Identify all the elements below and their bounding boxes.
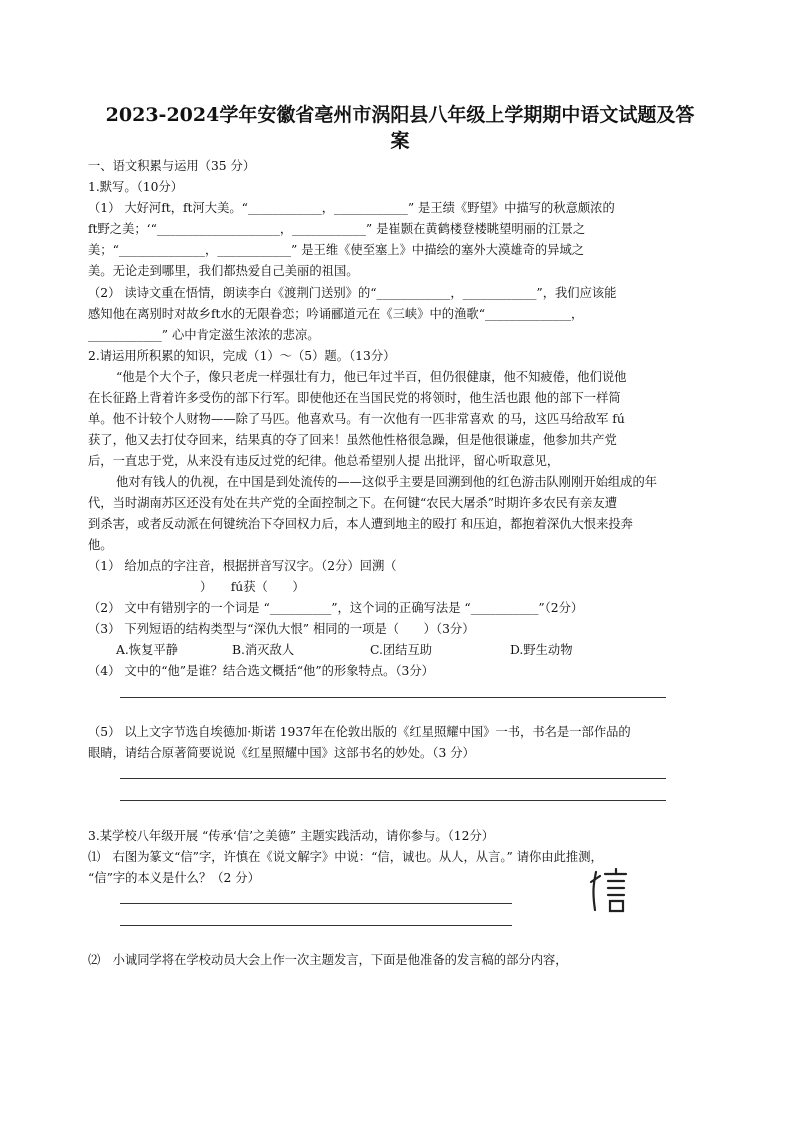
- passage-line: 他。: [88, 538, 113, 552]
- passage-line: 他对有钱人的仇视，在中国是到处流传的——这似乎主要是回溯到他的红色游击队刚刚开始组成的年: [116, 475, 658, 489]
- q3-subquestion-1: ⑴ 右图为篆文“信”字，许慎在《说文解字》中说：“信，诚也。从人，从言。” 请你由此推测，: [88, 850, 603, 864]
- subquestion-2: （2） 文中有错别字的一个词是 “__________”，这个词的正确写法是 “___________”（2分）: [88, 601, 584, 615]
- passage-line: 获了，他又去打仗夺回来，结果真的夺了回来！虽然他性格很急躁，但是他很谦虚，他参加共产党: [88, 433, 617, 447]
- text-line: 感知他在离别时对故乡ft水的无限眷恋；吟诵郦道元在《三峡》中的渔歌“______________，: [88, 307, 584, 321]
- answer-line: [120, 800, 666, 801]
- subquestion-1-cont: ） fú获（ ）: [200, 580, 305, 594]
- option-c: C.团结互助: [370, 643, 433, 657]
- answer-line: [120, 925, 512, 926]
- question-2-heading: 2.请运用所积累的知识，完成（1）～（5）题。（13分）: [88, 349, 396, 363]
- text-line: ____________” 心中肯定滋生浓浓的悲凉。: [88, 328, 320, 342]
- seal-script-xin-image: [588, 868, 632, 914]
- answer-line: [120, 697, 666, 698]
- section-heading: 一、语文积累与运用（35 分）: [88, 159, 256, 173]
- option-b: B.消灭敌人: [232, 643, 295, 657]
- passage-line: 代，当时湖南苏区还没有处在共产党的全面控制之下。在何键“农民大屠杀”时期许多农民有亲友遭: [88, 496, 618, 510]
- question-1-heading: 1.默写。（10分）: [88, 180, 184, 194]
- option-d: D.野生动物: [510, 643, 573, 657]
- subquestion-5-cont: 眼睛，请结合原著简要说说《红星照耀中国》这部书名的妙处。（3 分）: [88, 746, 475, 760]
- text-line: 美。无论走到哪里，我们都热爱自己美丽的祖国。: [88, 264, 359, 278]
- subquestion-4: （4） 文中的“他”是谁？结合选文概括“他”的形象特点。（3分）: [88, 664, 434, 678]
- text-line: ft野之美；‘“____________________，____________” 是崔颢在黄鹤楼登楼眺望明丽的江景之: [88, 222, 586, 236]
- page-title-cont: 案: [390, 130, 410, 152]
- passage-line: 后，一直忠于党，从来没有违反过党的纪律。他总希望别人提 出批评，留心听取意见，: [88, 454, 560, 468]
- question-3-heading: 3.某学校八年级开展 “传承‘信’之美德” 主题实践活动，请你参与。（12分）: [88, 829, 495, 843]
- q3-subquestion-2: ⑵ 小诚同学将在学校动员大会上作一次主题发言，下面是他准备的发言稿的部分内容，: [88, 953, 568, 967]
- passage-line: 单。他不计较个人财物——除了马匹。他喜欢马。有一次他有一匹非常喜欢 的马，这匹马给敌军 fú: [88, 412, 625, 426]
- passage-line: “他是个大个子，像只老虎一样强壮有力，他已年过半百，但仍很健康，他不知疲倦，他们说他: [116, 370, 627, 384]
- passage-line: 到杀害，或者反动派在何键统治下夺回权力后，本人遭到地主的殴打 和压迫，都抱着深仇大恨来投奔: [88, 517, 633, 531]
- text-line: （2） 读诗文重在悟情，朗读李白《渡荆门送别》的“____________，____________”，我们应该能: [88, 286, 617, 300]
- passage-line: 在长征路上背着许多受伤的部下行军。即使他还在当国民党的将领时，他生活也跟 他的部下一样简: [88, 391, 621, 405]
- q3-subquestion-1-cont: “信”字的本义是什么？（2 分）: [88, 871, 260, 885]
- page-title: 2023-2024学年安徽省亳州市涡阳县八年级上学期期中语文试题及答: [105, 104, 695, 126]
- subquestion-1: （1） 给加点的字注音，根据拼音写汉字。（2分）回溯（: [88, 559, 397, 573]
- subquestion-5: （5） 以上文字节选自埃德加·斯诺 1937年在伦敦出版的《红星照耀中国》一书，书名是一部作品的: [88, 725, 631, 739]
- subquestion-3: （3） 下列短语的结构类型与“深仇大恨” 相同的一项是（ ）（3分）: [88, 622, 475, 636]
- option-a: A.恢复平静: [116, 643, 178, 657]
- text-line: 美；“______________，____________” 是王维《使至塞上》中描绘的塞外大漠雄奇的异域之: [88, 243, 585, 257]
- answer-line: [120, 903, 512, 904]
- answer-line: [120, 778, 666, 779]
- text-line: （1） 大好河ft，ft河大美。“____________，____________” 是王绩《野望》中描写的秋意颇浓的: [88, 201, 615, 215]
